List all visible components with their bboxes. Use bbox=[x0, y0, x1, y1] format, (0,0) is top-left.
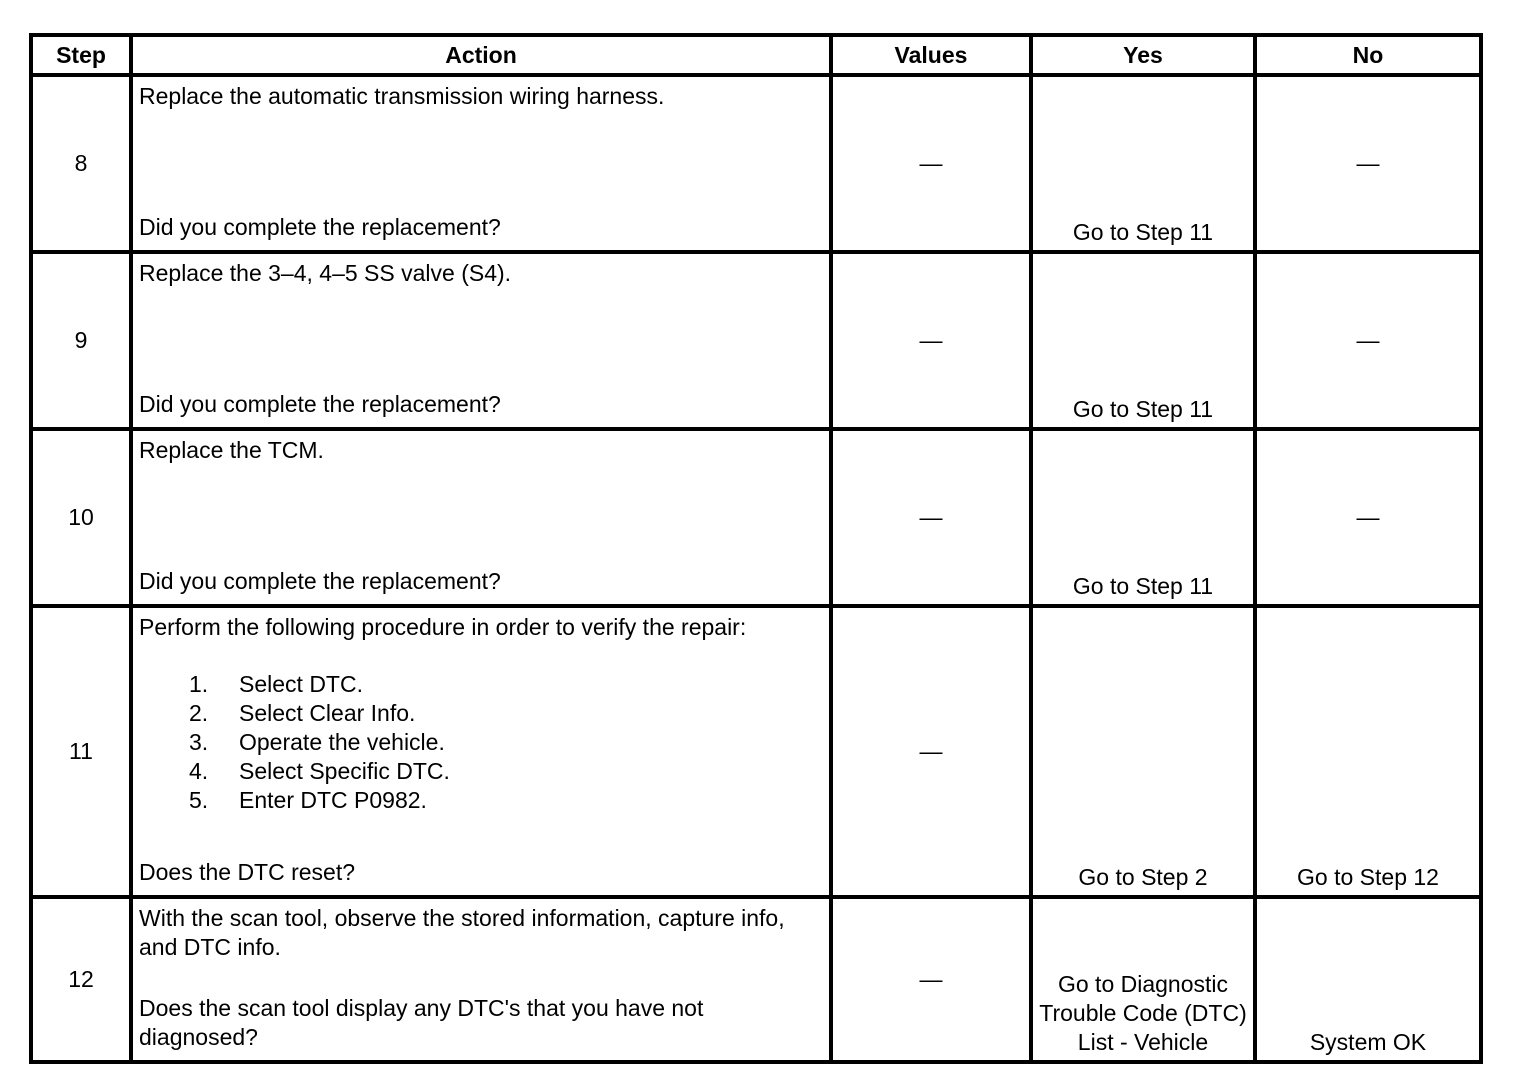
action-question: Does the scan tool display any DTC's that you have not diagnosed? bbox=[139, 995, 704, 1050]
action-cell bbox=[131, 897, 831, 1062]
no-cell: Go to Step 12 bbox=[1255, 606, 1481, 897]
list-item: 1. Select DTC. bbox=[189, 671, 363, 697]
step-number: 10 bbox=[31, 429, 131, 606]
action-question: Did you complete the replacement? bbox=[139, 214, 501, 240]
table-row bbox=[31, 75, 1481, 252]
yes-cell: Go to Step 2 bbox=[1031, 606, 1255, 897]
action-question: Did you complete the replacement? bbox=[139, 568, 501, 594]
action-text: Replace the automatic transmission wiring harness. bbox=[139, 83, 665, 109]
header-yes: Yes bbox=[1031, 35, 1255, 75]
values-cell: — bbox=[831, 606, 1031, 897]
diagnostic-procedure-table bbox=[29, 33, 1483, 1064]
list-item: 2. Select Clear Info. bbox=[189, 700, 416, 726]
step-number: 8 bbox=[31, 75, 131, 252]
yes-cell: Go to Step 11 bbox=[1031, 75, 1255, 252]
action-question: Did you complete the replacement? bbox=[139, 391, 501, 417]
yes-cell: Go to Step 11 bbox=[1031, 252, 1255, 429]
action-cell bbox=[131, 429, 831, 606]
list-item: 5. Enter DTC P0982. bbox=[189, 787, 427, 813]
step-number: 12 bbox=[31, 897, 131, 1062]
table-row bbox=[31, 429, 1481, 606]
list-item: 3. Operate the vehicle. bbox=[189, 729, 445, 755]
header-action: Action bbox=[131, 35, 831, 75]
no-cell: — bbox=[1255, 75, 1481, 252]
action-text: With the scan tool, observe the stored information, capture info, and DTC info. bbox=[139, 905, 785, 960]
values-cell: — bbox=[831, 897, 1031, 1062]
no-cell: — bbox=[1255, 429, 1481, 606]
list-item: 4. Select Specific DTC. bbox=[189, 758, 450, 784]
header-values: Values bbox=[831, 35, 1031, 75]
header-step: Step bbox=[31, 35, 131, 75]
procedure-list bbox=[139, 670, 823, 815]
header-row bbox=[31, 35, 1481, 75]
values-cell: — bbox=[831, 252, 1031, 429]
values-cell: — bbox=[831, 75, 1031, 252]
yes-cell: Go to Diagnostic Trouble Code (DTC) List - Vehicle bbox=[1031, 897, 1255, 1062]
action-cell bbox=[131, 606, 831, 897]
step-number: 9 bbox=[31, 252, 131, 429]
action-question: Does the DTC reset? bbox=[139, 859, 356, 885]
table-row bbox=[31, 606, 1481, 897]
no-cell: — bbox=[1255, 252, 1481, 429]
action-cell bbox=[131, 75, 831, 252]
step-number: 11 bbox=[31, 606, 131, 897]
yes-cell: Go to Step 11 bbox=[1031, 429, 1255, 606]
no-cell: System OK bbox=[1255, 897, 1481, 1062]
action-text: Replace the TCM. bbox=[139, 437, 324, 463]
values-cell: — bbox=[831, 429, 1031, 606]
action-text: Perform the following procedure in order to verify the repair: bbox=[139, 614, 747, 640]
action-text: Replace the 3–4, 4–5 SS valve (S4). bbox=[139, 260, 512, 286]
table-row bbox=[31, 252, 1481, 429]
table-row bbox=[31, 897, 1481, 1062]
action-cell bbox=[131, 252, 831, 429]
header-no: No bbox=[1255, 35, 1481, 75]
